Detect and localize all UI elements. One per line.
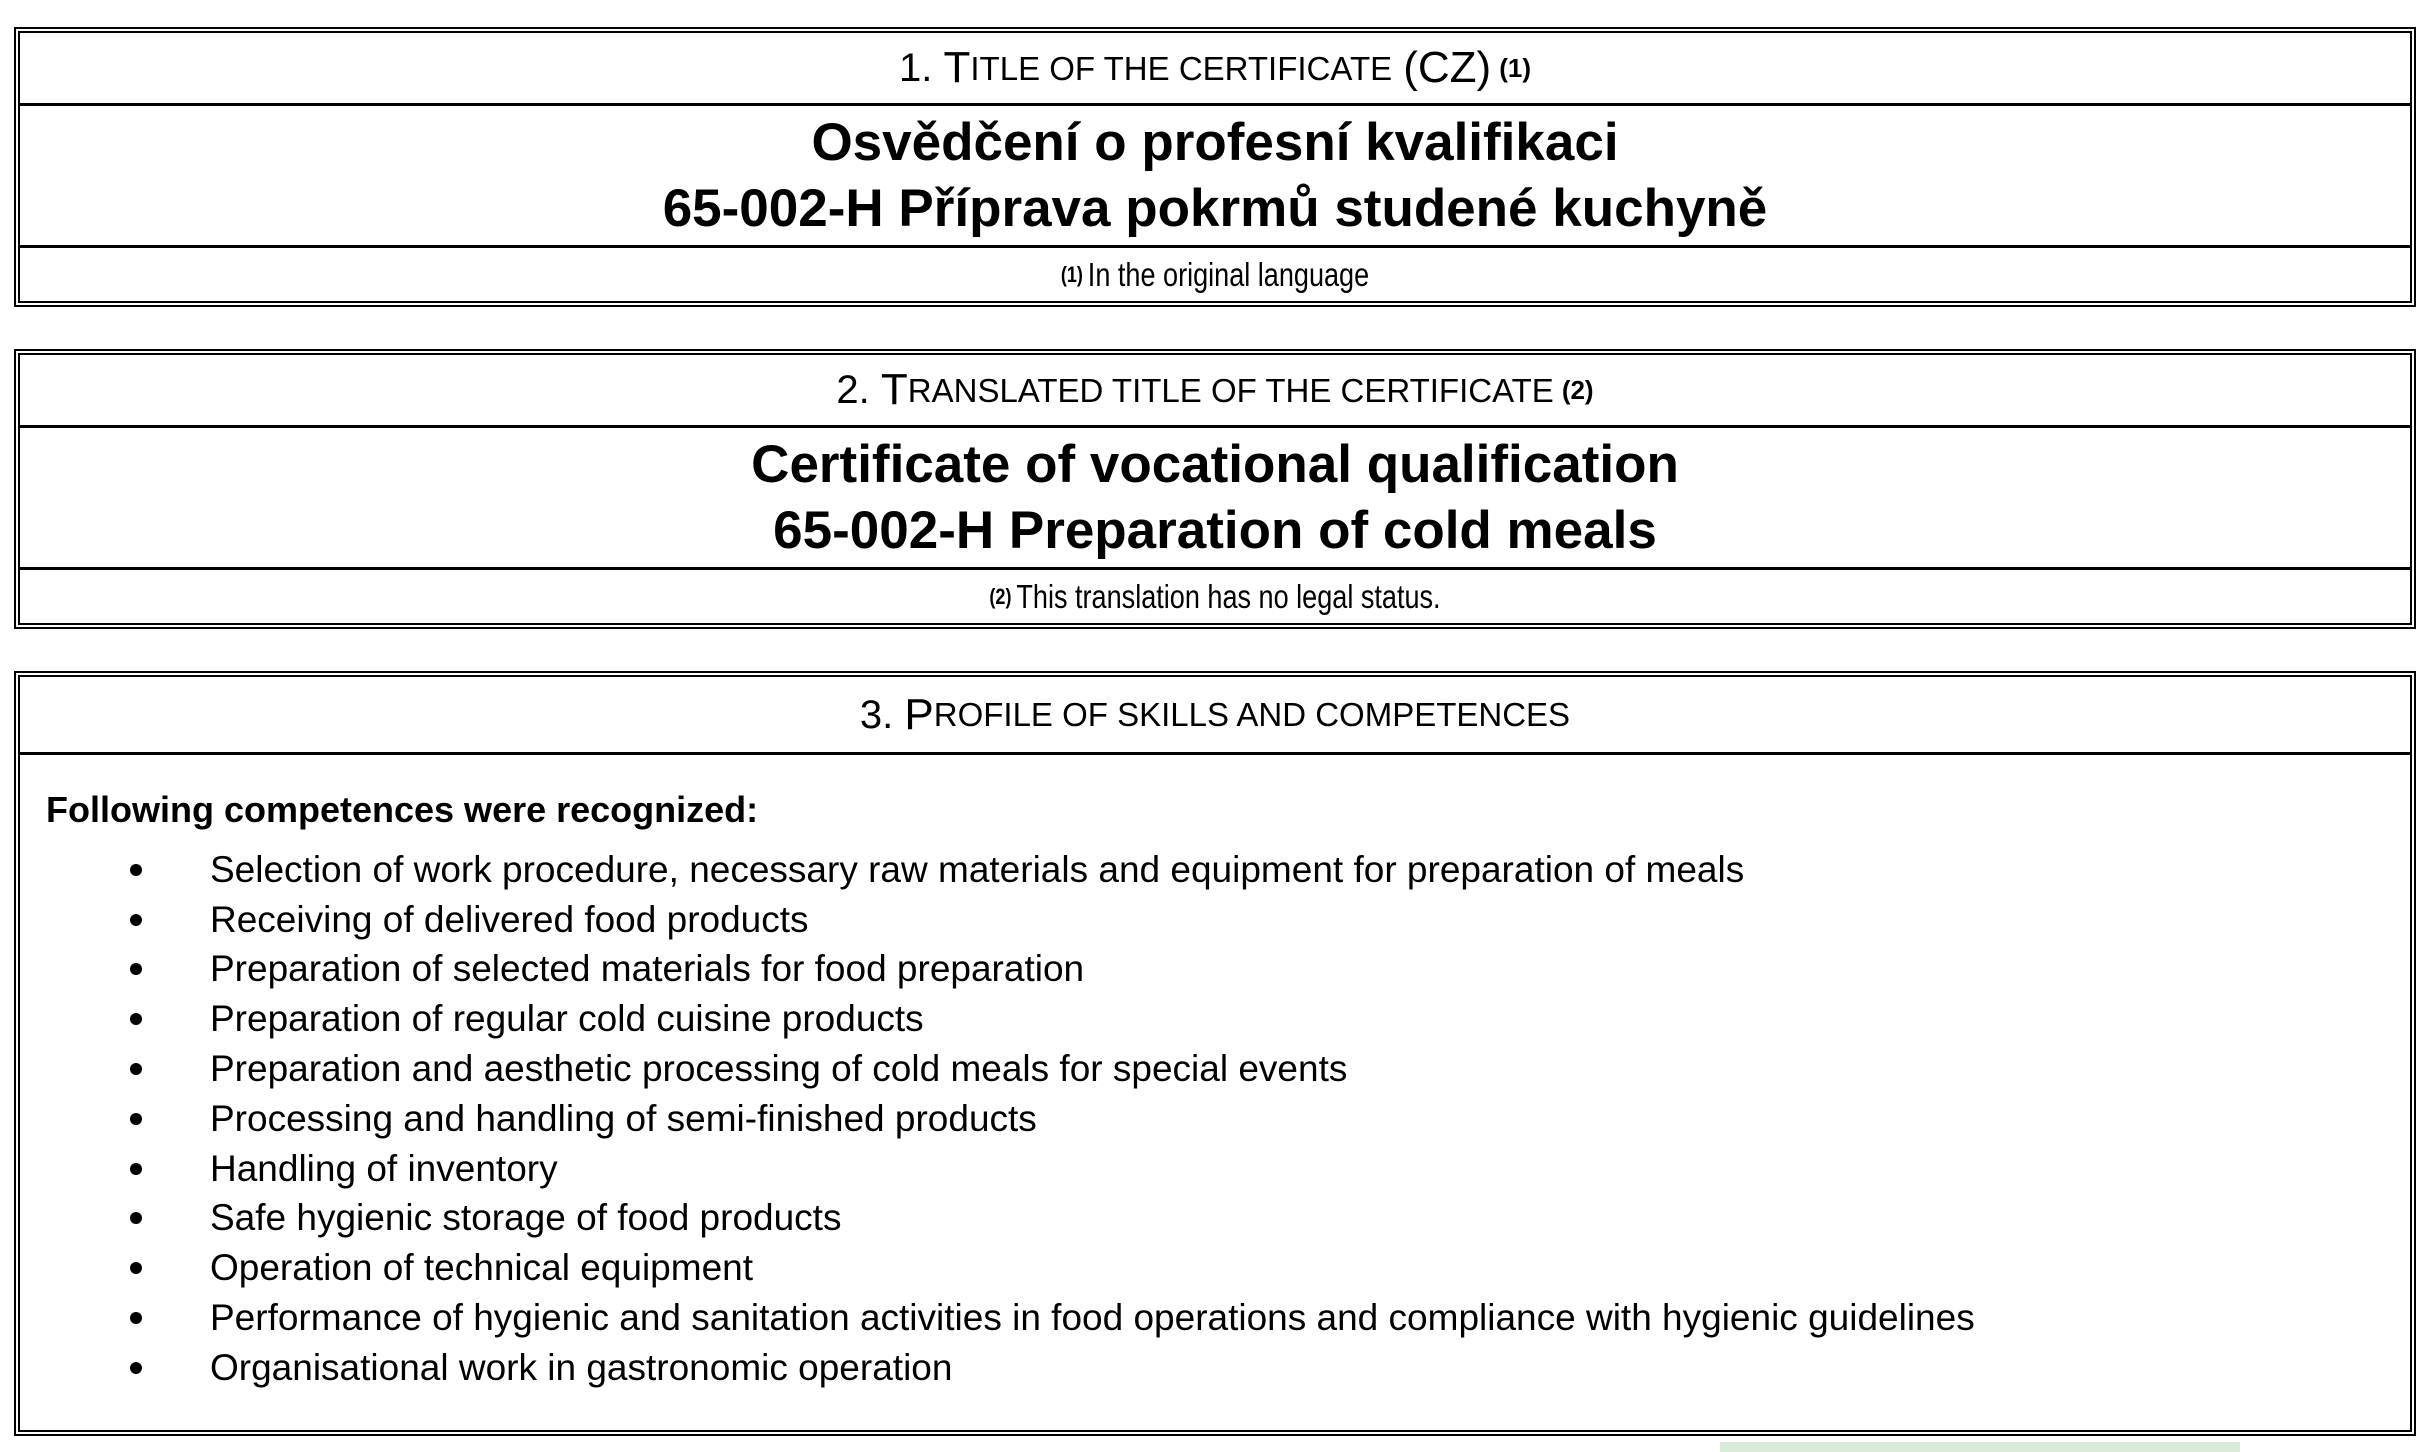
list-item-text: Handling of inventory bbox=[210, 1147, 558, 1189]
certificate-title bbox=[20, 106, 2410, 248]
bullet-icon bbox=[130, 1362, 142, 1374]
section-number: 3. bbox=[859, 692, 894, 737]
bullet-icon bbox=[130, 1013, 142, 1025]
list-item bbox=[20, 845, 2410, 895]
bullet-icon bbox=[130, 1262, 142, 1274]
bullet-icon bbox=[130, 914, 142, 926]
footnote-text: In the original language bbox=[1087, 255, 1370, 293]
footnote-marker: (1) bbox=[1060, 261, 1083, 287]
section-number: 2. bbox=[836, 368, 870, 412]
heading-initial: T bbox=[943, 43, 971, 92]
footnote-marker: (2) bbox=[1561, 375, 1594, 405]
section-number: 1. bbox=[899, 46, 933, 90]
list-item-text: Preparation and aesthetic processing of cold meals for special events bbox=[210, 1048, 1348, 1090]
section-translated-title bbox=[14, 349, 2416, 629]
bullet-icon bbox=[130, 1312, 142, 1324]
list-item bbox=[20, 1293, 2410, 1343]
heading-text: RANSLATED TITLE OF THE CERTIFICATE bbox=[907, 371, 1554, 409]
section-heading bbox=[20, 677, 2410, 755]
footnote-marker: (2) bbox=[989, 583, 1012, 609]
list-item-text: Organisational work in gastronomic operation bbox=[210, 1346, 953, 1388]
list-item bbox=[20, 1044, 2410, 1094]
page-edge-tab bbox=[1720, 1442, 2240, 1452]
bullet-icon bbox=[130, 864, 142, 876]
heading-text: ITLE OF THE CERTIFICATE bbox=[970, 49, 1393, 87]
bullet-icon bbox=[130, 1212, 142, 1224]
list-item bbox=[20, 994, 2410, 1044]
certificate-title bbox=[20, 428, 2410, 570]
list-item-text: Preparation of regular cold cuisine products bbox=[210, 998, 924, 1040]
certificate-title-line2: 65-002-H Příprava pokrmů studené kuchyně bbox=[662, 178, 1768, 238]
list-item-text: Safe hygienic storage of food products bbox=[210, 1197, 842, 1239]
heading-text: ROFILE OF SKILLS AND COMPETENCES bbox=[933, 696, 1571, 733]
list-item bbox=[20, 1094, 2410, 1144]
section-heading bbox=[20, 355, 2410, 428]
competences-intro: Following competences were recognized: bbox=[46, 789, 759, 830]
language-code: (CZ) bbox=[1403, 43, 1492, 92]
certificate-title-line1: Certificate of vocational qualification bbox=[751, 434, 1679, 494]
certificate-title-line2: 65-002-H Preparation of cold meals bbox=[773, 500, 1657, 560]
bullet-icon bbox=[130, 963, 142, 975]
list-item-text: Operation of technical equipment bbox=[210, 1247, 754, 1289]
list-item-text: Performance of hygienic and sanitation activities in food operations and compliance with hygienic guidelines bbox=[210, 1297, 1975, 1339]
section-original-title bbox=[14, 27, 2416, 307]
footnote bbox=[235, 570, 2195, 623]
section-heading bbox=[20, 33, 2410, 106]
list-item-text: Selection of work procedure, necessary raw materials and equipment for preparation of meals bbox=[210, 848, 1745, 890]
list-item bbox=[20, 1243, 2410, 1293]
footnote-marker: (1) bbox=[1499, 53, 1531, 83]
certificate-title-line1: Osvědčení o profesní kvalifikaci bbox=[811, 112, 1619, 172]
list-item bbox=[20, 1343, 2410, 1393]
list-item bbox=[20, 1144, 2410, 1194]
list-item bbox=[20, 895, 2410, 945]
competences-list bbox=[20, 845, 2410, 1393]
heading-initial: T bbox=[880, 365, 908, 414]
bullet-icon bbox=[130, 1063, 142, 1075]
list-item-text: Receiving of delivered food products bbox=[210, 898, 809, 940]
footnote-text: This translation has no legal status. bbox=[1016, 577, 1441, 615]
list-item-text: Preparation of selected materials for food preparation bbox=[210, 948, 1085, 990]
footnote bbox=[235, 248, 2195, 301]
bullet-icon bbox=[130, 1113, 142, 1125]
bullet-icon bbox=[130, 1163, 142, 1175]
list-item bbox=[20, 1194, 2410, 1244]
section-skills-profile bbox=[14, 671, 2416, 1436]
list-item bbox=[20, 945, 2410, 995]
heading-initial: P bbox=[904, 689, 934, 739]
list-item-text: Processing and handling of semi-finished products bbox=[210, 1097, 1037, 1139]
